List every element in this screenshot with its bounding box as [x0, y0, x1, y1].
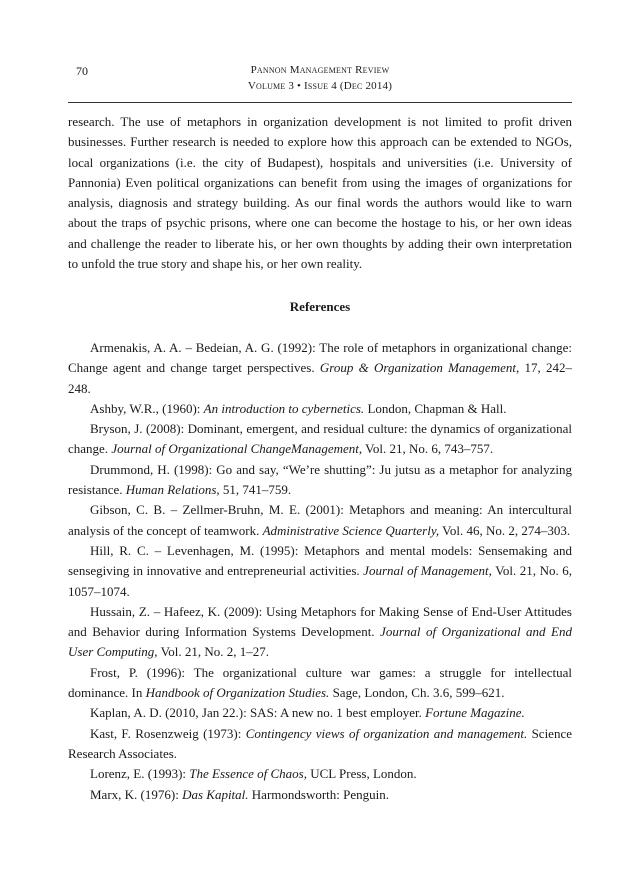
- ref-source: An introduction to cybernetics.: [203, 400, 365, 416]
- reference-item: [68, 764, 572, 784]
- reference-item: [68, 500, 572, 541]
- ref-details: Vol. 46, No. 2, 274–303.: [439, 522, 571, 538]
- ref-details: Sage, London, Ch. 3.6, 599–621.: [329, 685, 505, 701]
- ref-text: Lorenz, E. (1993):: [90, 766, 190, 782]
- ref-text: Ashby, W.R., (1960):: [90, 400, 204, 416]
- ref-source: Journal of Organizational ChangeManagement,: [111, 441, 363, 457]
- issue-info: Volume 3 • Issue 4 (Dec 2014): [247, 80, 393, 92]
- ref-text: Hussain, Z. – Hafeez, K. (2009): Using Metaphors for Making Sense of End-User Attitudes and Behavior during Information Systems Development.: [68, 603, 572, 640]
- ref-source: Administrative Science Quarterly,: [262, 522, 440, 538]
- page-header: [68, 58, 572, 103]
- reference-item: [68, 724, 572, 765]
- ref-details: Science Research Associates.: [68, 725, 572, 761]
- journal-title: Pannon Management Review: [250, 64, 390, 76]
- reference-list: [68, 338, 572, 805]
- page-number: 70: [76, 64, 88, 78]
- ref-source: Human Relations,: [125, 482, 220, 498]
- ref-text: Frost, P. (1996): The organizational culture war games: a struggle for intellectual dominance. In: [68, 664, 572, 701]
- reference-item: [68, 785, 572, 805]
- reference-item: [68, 338, 572, 399]
- ref-source: Journal of Organizational and End User Computing,: [68, 624, 572, 660]
- ref-source: Handbook of Organization Studies.: [145, 685, 330, 701]
- ref-details: Harmondsworth: Penguin.: [248, 786, 390, 802]
- ref-details: London, Chapman & Hall.: [364, 400, 507, 416]
- ref-text: Bryson, J. (2008): Dominant, emergent, and residual culture: the dynamics of organizational change.: [68, 421, 572, 457]
- body-paragraph: research. The use of metaphors in organization development is not limited to profit driven businesses. Further research is needed to explore how this approach can be extended to NGOs, local organizations (i.e. the city of Budapest), hospitals and universities (i.e. University of Pannonia) Even political organizations can benefit from using the images of organizations for analysis, diagnosis and strategy building. As our final words the authors would like to warn about the traps of psychic prisons, where one can become the hostage to his, or her own ideas and challenge the reader to liberate his, or her own thoughts by adding their own interpretation to unfold the true story and shape his, or her own reality.: [68, 114, 572, 272]
- ref-details: 51, 741–759.: [219, 482, 292, 498]
- ref-text: Drummond, H. (1998): Go and say, “We’re shutting”: Ju jutsu as a metaphor for analyzing resistance.: [68, 461, 572, 498]
- reference-item: [68, 663, 572, 704]
- ref-text: Kast, F. Rosenzweig (1973):: [90, 725, 246, 741]
- reference-item: [68, 703, 572, 723]
- ref-text: Kaplan, A. D. (2010, Jan 22.): SAS: A new no. 1 best employer.: [90, 705, 426, 721]
- ref-source: The Essence of Chaos,: [189, 766, 307, 782]
- reference-item: [68, 460, 572, 501]
- reference-item: [68, 419, 572, 460]
- ref-source: Fortune Magazine.: [425, 705, 525, 721]
- ref-source: Das Kapital.: [182, 786, 249, 802]
- ref-text: Armenakis, A. A. – Bedeian, A. G. (1992): The role of metaphors in organizational change: Change agent and change target perspectives.: [68, 340, 572, 376]
- ref-text: Marx, K. (1976):: [90, 786, 183, 802]
- ref-source: Journal of Management,: [363, 563, 492, 579]
- ref-details: Vol. 21, No. 6, 1057–1074.: [68, 563, 572, 599]
- ref-details: Vol. 21, No. 6, 743–757.: [362, 441, 494, 457]
- ref-text: Gibson, C. B. – Zellmer-Bruhn, M. E. (2001): Metaphors and meaning: An intercultural analysis of the concept of teamwork.: [68, 502, 572, 538]
- ref-text: Hill, R. C. – Levenhagen, M. (1995): Metaphors and mental models: Sensemaking and sensegiving in innovative and entrepreneurial activities.: [68, 542, 572, 579]
- ref-source: Contingency views of organization and management.: [245, 725, 528, 741]
- reference-item: [68, 399, 572, 419]
- references-heading: References: [289, 299, 351, 314]
- ref-source: Group & Organization Management,: [319, 360, 520, 376]
- ref-details: Vol. 21, No. 2, 1–27.: [157, 644, 270, 660]
- ref-details: 17, 242–248.: [68, 360, 572, 396]
- ref-details: UCL Press, London.: [307, 766, 417, 782]
- reference-item: [68, 541, 572, 602]
- reference-item: [68, 602, 572, 663]
